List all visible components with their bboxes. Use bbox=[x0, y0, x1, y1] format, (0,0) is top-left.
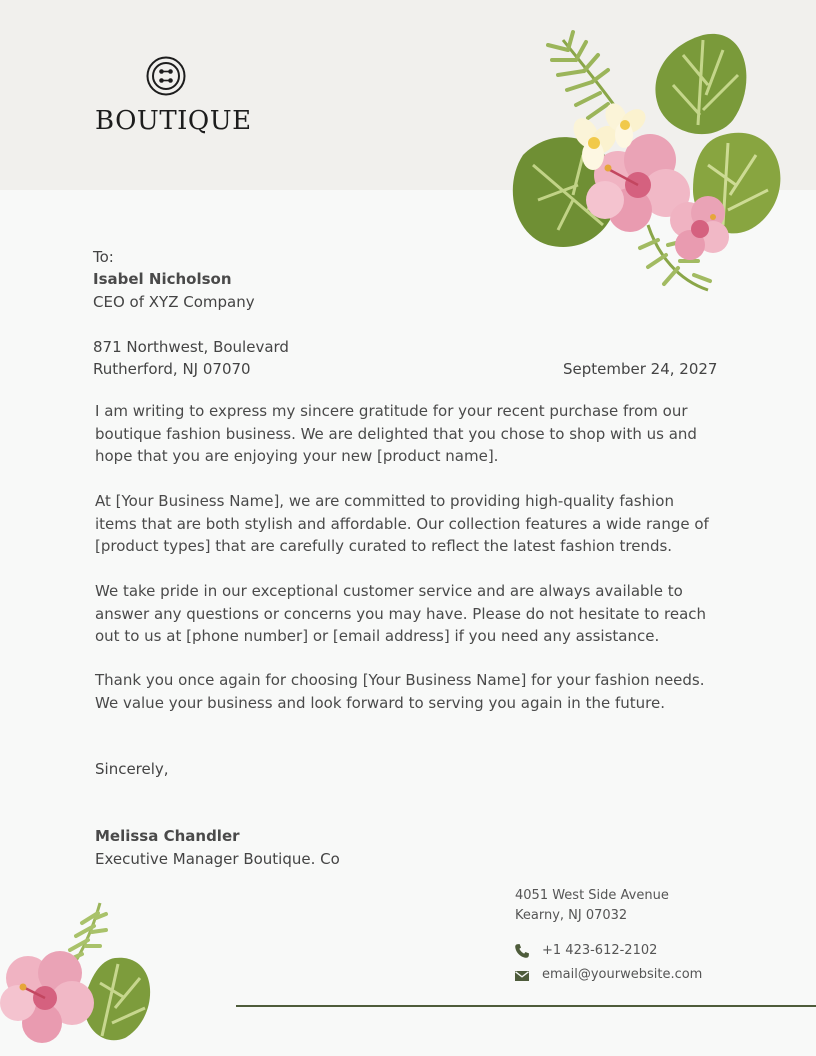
floral-bouquet-image bbox=[508, 25, 793, 295]
contact-phone[interactable]: +1 423-612-2102 bbox=[542, 943, 658, 958]
contact-email[interactable]: email@yourwebsite.com bbox=[542, 967, 703, 982]
contact-address-line2: Kearny, NJ 07032 bbox=[515, 908, 628, 923]
closing-salutation: Sincerely, bbox=[95, 760, 169, 778]
hibiscus-flower-icon bbox=[0, 951, 94, 1043]
recipient-address-line1: 871 Northwest, Boulevard bbox=[93, 338, 289, 356]
signer-name: Melissa Chandler bbox=[95, 827, 240, 845]
body-paragraph: At [Your Business Name], we are committed to providing high-quality fashion items that are both stylish and affordable. Our collection features a wide range of [product types] that are carefully curated to reflect the latest fashion trends. bbox=[95, 492, 709, 555]
phone-icon bbox=[514, 943, 530, 959]
body-paragraph: I am writing to express my sincere gratitude for your recent purchase from our boutique fashion business. We are delighted that you chose to shop with us and hope that you are enjoying your new [product name]. bbox=[95, 402, 697, 465]
envelope-icon bbox=[514, 968, 530, 984]
brand-name: BOUTIQUE bbox=[95, 106, 252, 136]
button-icon bbox=[146, 56, 186, 96]
recipient-address-line2: Rutherford, NJ 07070 bbox=[93, 360, 251, 378]
letter-date: September 24, 2027 bbox=[563, 360, 718, 378]
hibiscus-flower-icon bbox=[670, 196, 729, 260]
recipient-title: CEO of XYZ Company bbox=[93, 293, 255, 311]
body-paragraph: Thank you once again for choosing [Your Business Name] for your fashion needs. We value your business and look forward to serving you again in the future. bbox=[95, 671, 705, 712]
body-paragraph: We take pride in our exceptional customer service and are always available to answer any questions or concerns you may have. Please do not hesitate to reach out to us at [phone number] or [email address] if you need any assistance. bbox=[95, 582, 707, 645]
to-label: To: bbox=[93, 248, 114, 266]
floral-corner-image bbox=[0, 898, 160, 1048]
footer-divider bbox=[236, 1005, 816, 1007]
contact-address-line1: 4051 West Side Avenue bbox=[515, 888, 669, 903]
recipient-name: Isabel Nicholson bbox=[93, 270, 232, 288]
signer-title: Executive Manager Boutique. Co bbox=[95, 850, 340, 868]
